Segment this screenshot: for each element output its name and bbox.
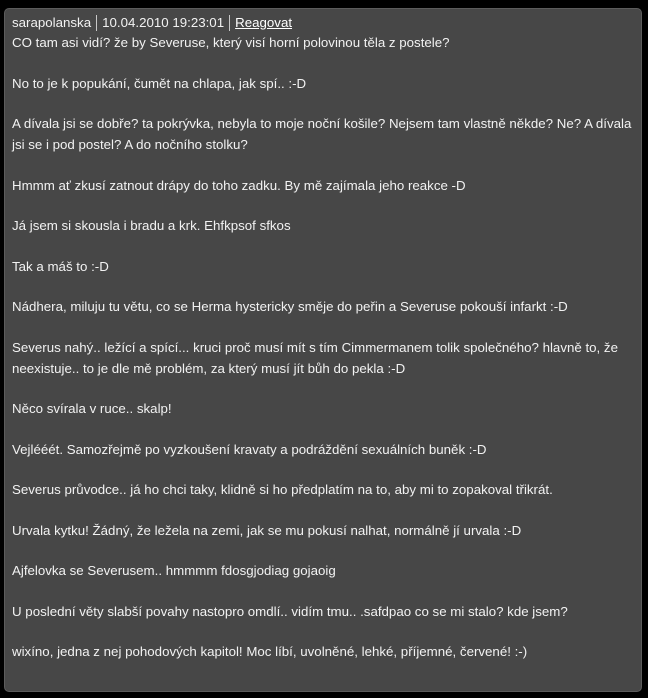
comment-paragraph: Nádhera, miluju tu větu, co se Herma hystericky směje do peřin a Severuse pokouší infarkt :-D xyxy=(12,299,568,314)
comment-box xyxy=(4,8,642,692)
comment-paragraph: No to je k popukání, čumět na chlapa, jak spí.. :-D xyxy=(12,75,307,91)
comment-body xyxy=(12,32,641,662)
comment-paragraph: U poslední věty slabší povahy nastopro omdlí.. vidím tmu.. .safdpao co se mi stalo? kde jsem? xyxy=(12,603,568,619)
comment-paragraph: CO tam asi vidí? že by Severuse, který visí horní polovinou těla z postele? xyxy=(12,35,450,50)
comment-header xyxy=(12,14,641,32)
comment-paragraph: Urvala kytku! Žádný, že ležela na zemi, jak se mu pokusí nalhat, normálně jí urvala :-D xyxy=(12,522,522,538)
comment-paragraph: Tak a máš to :-D xyxy=(12,258,109,274)
comment-paragraph: A dívala jsi se dobře? ta pokrývka, nebyla to moje noční košile? Nejsem tam vlastně někde? Ne? A dívala jsi se i pod postel? A do nočního stolku? xyxy=(12,116,632,152)
comment-paragraph: Já jsem si skousla i bradu a krk. Ehfkpsof sfkos xyxy=(12,218,291,233)
author-name: sarapolanska xyxy=(12,15,92,30)
reply-link[interactable]: Reagovat xyxy=(235,15,293,30)
comment-timestamp: 10.04.2010 19:23:01 xyxy=(102,15,225,30)
comment-paragraph: Hmmm ať zkusí zatnout drápy do toho zadku. By mě zajímala jeho reakce -D xyxy=(12,177,466,193)
comment-paragraph: Něco svírala v ruce.. skalp! xyxy=(12,401,172,416)
header-divider xyxy=(229,15,230,31)
header-divider xyxy=(96,15,97,31)
comment-paragraph: Ajfelovka se Severusem.. hmmmm fdosgjodiag gojaoig xyxy=(12,563,336,578)
comment-paragraph: Severus průvodce.. já ho chci taky, klidně si ho předplatím na to, aby mi to zopakoval třikrát. xyxy=(12,482,553,497)
comment-paragraph: wixíno, jedna z nej pohodových kapitol! Moc líbí, uvolněné, lehké, příjemné, červené! :-) xyxy=(12,644,528,659)
comment-paragraph: Severus nahý.. ležící a spící... kruci proč musí mít s tím Cimmermanem tolik společného? hlavně to, že neexistuje.. to je dle mě problém, za který musí jít bůh do pekla :-D xyxy=(12,339,618,376)
comment-paragraph: Vejlééét. Samozřejmě po vyzkoušení kravaty a podráždění sexuálních buněk :-D xyxy=(12,441,487,457)
